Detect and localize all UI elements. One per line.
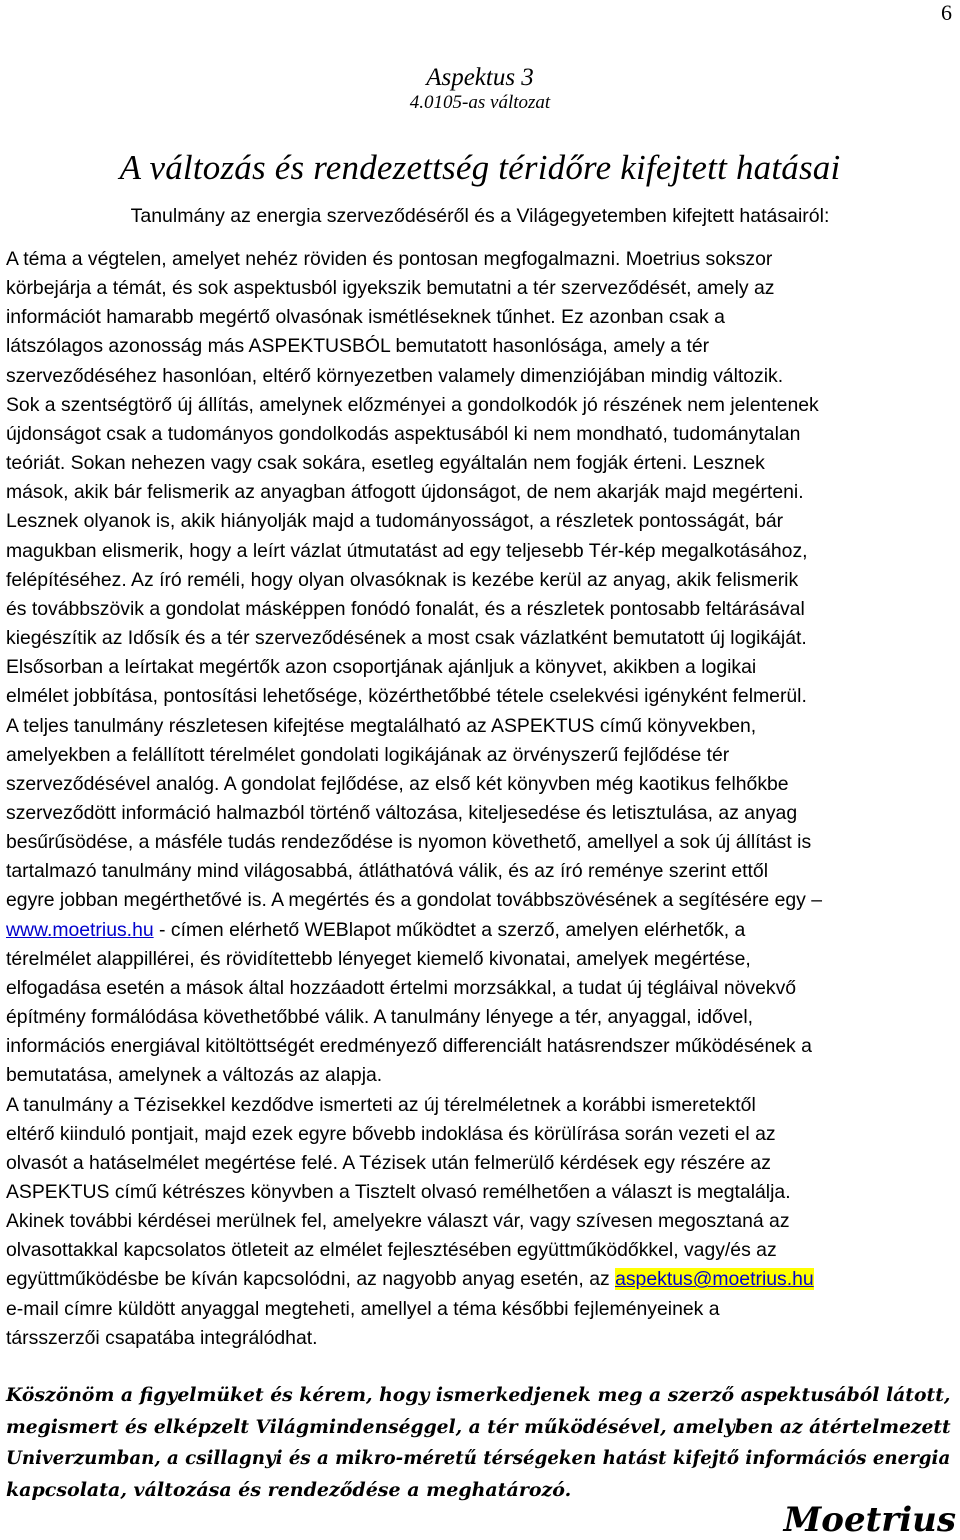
closing-statement xyxy=(6,1380,956,1506)
body-line: szerveződött információ halmazból történő változása, kiteljesedése és letisztulása, az anyag xyxy=(6,801,798,824)
main-heading: A változás és rendezettség téridőre kifejtett hatásai xyxy=(119,148,841,187)
body-text xyxy=(6,245,957,1353)
body-line: olvasottakkal kapcsolatos ötleteit az elmélet fejlesztésében együttműködőkkel, vagy/és az xyxy=(6,1239,777,1262)
body-line: kiegészítik az Idősík és a tér szerveződésének a most csak vázlatként bemutatott új logikáját. xyxy=(6,627,807,650)
body-line: információs energiával kitöltöttségét eredményező differenciált hatásrendszer működésének a xyxy=(6,1035,812,1058)
body-line: információt hamarabb megértő olvasónak ismétléseknek tűnhet. Ez azonban csak a xyxy=(6,306,725,329)
closing-line: kapcsolata, változása és rendeződése a meghatározó. xyxy=(6,1478,572,1501)
body-line-with-email xyxy=(6,1265,957,1294)
body-line: szerveződéséhez hasonlóan, eltérő környezetben valamely dimenziójában mindig változik. xyxy=(6,364,784,387)
body-line: e-mail címre küldött anyaggal megteheti, amellyel a téma későbbi fejleményeinek a xyxy=(6,1297,720,1320)
version-label: 4.0105-as változat xyxy=(409,92,551,113)
body-line: Sok a szentségtörő új állítás, amelynek előzményei a gondolkodók jó részének nem jelentenek xyxy=(6,393,819,416)
body-line: Lesznek olyanok is, akik hiányolják majd a tudományosságot, a részletek pontosságát, bár xyxy=(6,510,784,533)
closing-line: megismert és elképzelt Világmindenséggel, a tér működésével, amelyben az átértelmezett xyxy=(6,1415,951,1438)
body-line: felépítéséhez. Az író reméli, hogy olyan olvasóknak is kezébe kerül az anyag, akik felismerik xyxy=(6,568,799,591)
website-link[interactable]: www.moetrius.hu xyxy=(6,918,154,941)
body-line: A tanulmány a Tézisekkel kezdődve ismerteti az új térelméletnek a korábbi ismeretektől xyxy=(6,1093,756,1116)
body-line: elfogadása esetén a mások által hozzáadott értelmi morzsákkal, a tudat új tégláival növekvő xyxy=(6,976,797,999)
link-line-text: - címen elérhető WEBlapot működtet a szerző, amelyen elérhetők, a xyxy=(153,918,746,941)
body-line: olvasót a hatáselmélet megértése felé. A Tézisek után felmerülő kérdések egy részére az xyxy=(6,1151,771,1174)
body-line: A teljes tanulmány részletesen kifejtése megtalálható az ASPEKTUS című könyvekben, xyxy=(6,714,757,737)
body-line: teóriát. Sokan nehezen vagy csak sokára, esetleg egyáltalán nem fogják érteni. Lesznek xyxy=(6,452,765,475)
body-line: ASPEKTUS című kétrészes könyvben a Tisztelt olvasó remélhetően a választ is megtalálja. xyxy=(6,1181,791,1203)
author-signature: Moetrius xyxy=(783,1500,956,1540)
email-line-text: együttműködésbe be kíván kapcsolódni, az nagyobb anyag esetén, az xyxy=(6,1268,616,1291)
subtitle: Tanulmány az energia szerveződéséről és a Világegyetemben kifejtett hatásairól: xyxy=(130,205,830,227)
body-line: körbejárja a témát, és sok aspektusból igyekszik bemutatni a tér szerveződését, amely az xyxy=(6,277,775,300)
body-line: bemutatása, amelynek a változás az alapja. xyxy=(6,1064,383,1087)
body-line: amelyekben a felállított térelmélet gondolati logikájának az örvényszerű fejlődése tér xyxy=(6,743,730,766)
body-line: újdonságot csak a tudományos gondolkodás aspektusából ki nem mondható, tudománytalan xyxy=(6,422,801,445)
body-line: építmény formálódása követhetőbbé válik. A tanulmány lényege a tér, anyaggal, idővel, xyxy=(6,1006,754,1029)
body-line: egyre jobban megérthetővé is. A megértés és a gondolat továbbszövésének a segítésére egy – xyxy=(6,889,823,912)
body-line: látszólagos azonosság más ASPEKTUSBÓL bemutatott hasonlósága, amely a tér xyxy=(6,335,710,358)
body-line: szerveződésével analóg. A gondolat fejlődése, az első két könyvben még kaotikus felhőkbe xyxy=(6,772,789,795)
closing-line: Univerzumban, a csillagnyi és a mikro-méretű térségeken hatást kifejtő információs energia xyxy=(6,1448,951,1469)
body-line: és továbbszövik a gondolat másképpen fonódó fonalát, és a részletek pontosabb feltárásával xyxy=(6,597,805,620)
body-line: A téma a végtelen, amelyet nehéz röviden és pontosan megfogalmazni. Moetrius sokszor xyxy=(6,248,773,270)
document-title: Aspektus 3 xyxy=(426,64,534,91)
body-line: magukban elismerik, hogy a leírt vázlat útmutatást ad egy teljesebb Tér-kép megalkotásához, xyxy=(6,539,808,562)
body-line: mások, akik bár felismerik az anyagban átfogott újdonságot, de nem akarják majd megérteni. xyxy=(6,481,804,504)
page-number: 6 xyxy=(941,0,952,25)
body-line: eltérő kiinduló pontjait, majd ezek egyre bővebb indoklása és körülírása során vezeti el az xyxy=(6,1122,776,1145)
body-line: társszerzői csapatába integrálódhat. xyxy=(6,1326,318,1349)
body-line: Akinek további kérdései merülnek fel, amelyekre választ vár, vagy szívesen megosztaná az xyxy=(6,1210,790,1233)
body-line: Elsősorban a leírtakat megértők azon csoportjának ajánljuk a könyvet, akikben a logikai xyxy=(6,656,757,679)
closing-line: Köszönöm a figyelmüket és kérem, hogy ismerkedjenek meg a szerző aspektusából látott, xyxy=(6,1384,951,1406)
body-line: elmélet jobbítása, pontosítási lehetősége, közérthetőbbé tétele cselekvési igényként felmerül. xyxy=(6,685,807,708)
body-paragraph xyxy=(6,245,957,1353)
body-line-with-link xyxy=(6,916,957,945)
email-link[interactable]: aspektus@moetrius.hu xyxy=(615,1268,814,1291)
body-line: térelmélet alappillérei, és rövidítettebb lényeget kiemelő kivonatai, amelyek megértése, xyxy=(6,947,751,970)
body-line: besűrűsödése, a másféle tudás rendeződése is nyomon követhető, amellyel a sok új állítást is xyxy=(6,831,812,854)
body-line: tartalmazó tanulmány mind világosabbá, átláthatóvá válik, és az író reménye szerint ettől xyxy=(6,860,769,883)
